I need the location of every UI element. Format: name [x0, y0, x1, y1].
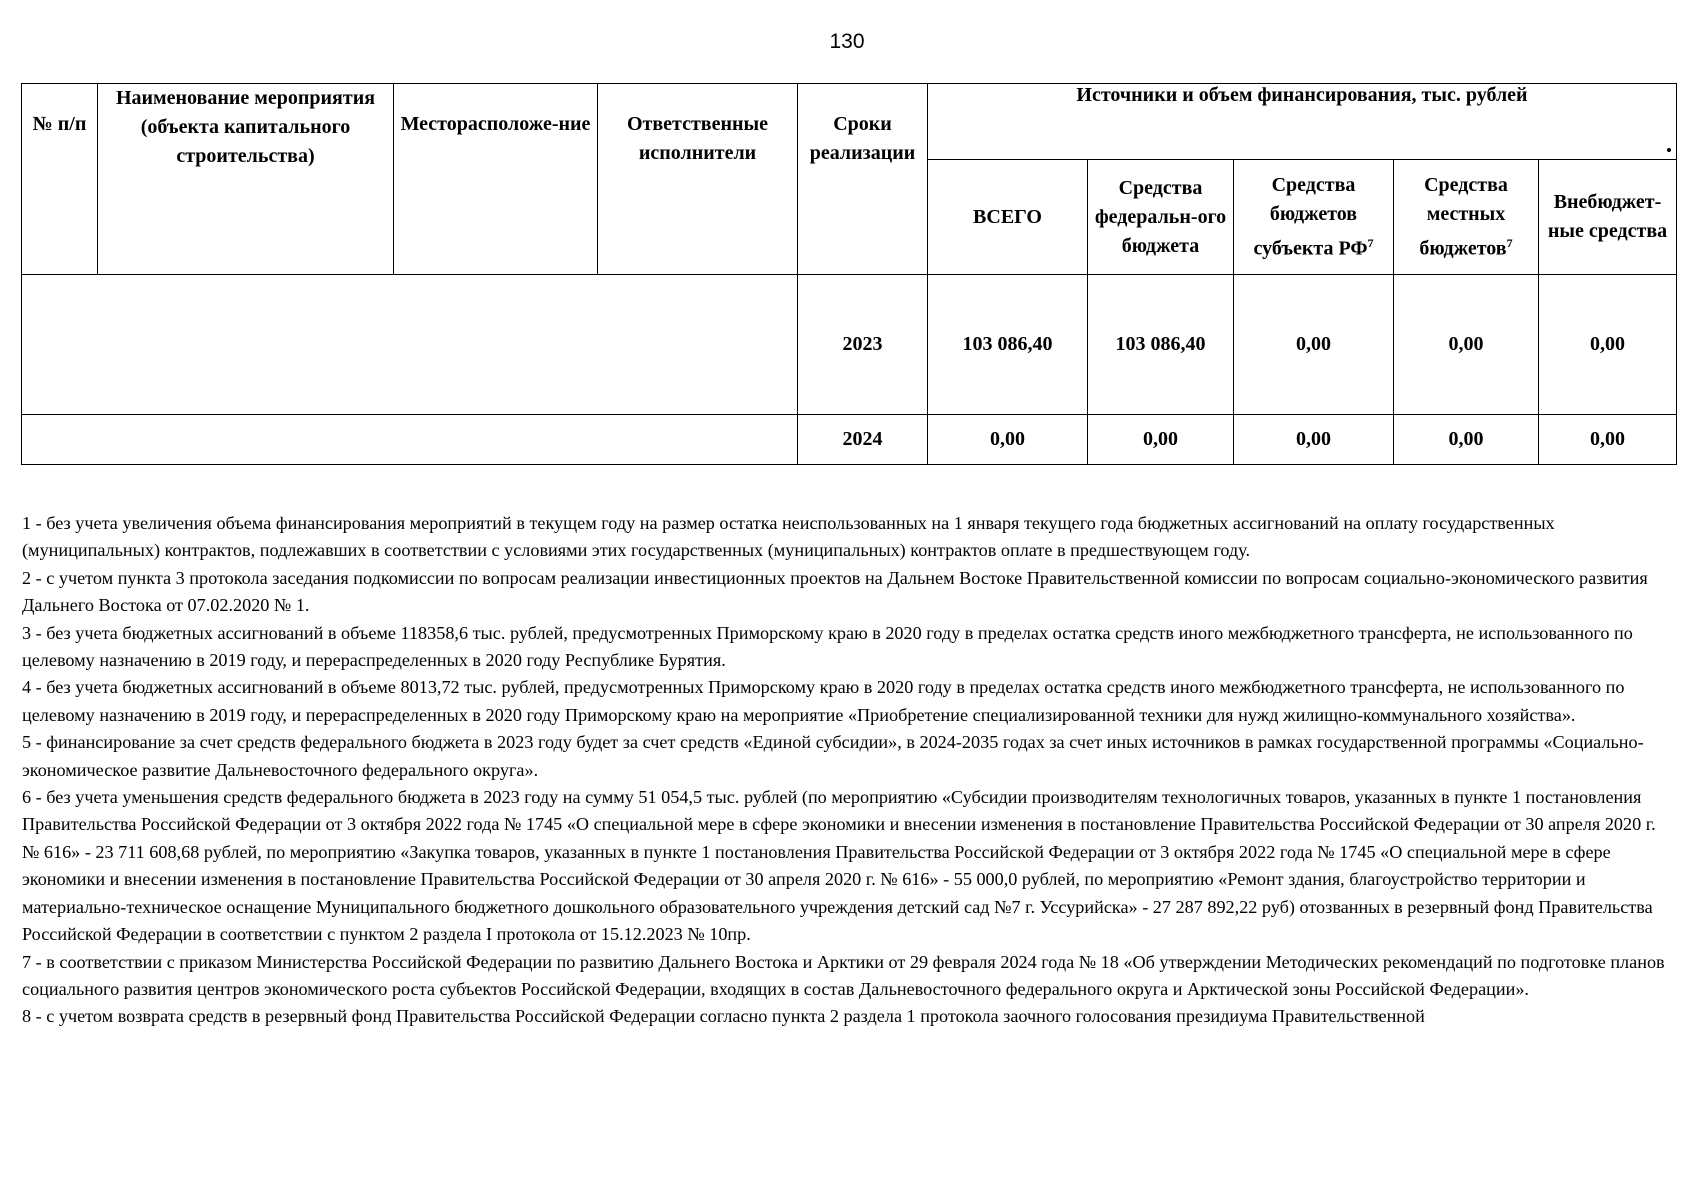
row-year: 2024	[798, 415, 928, 465]
row-extra: 0,00	[1539, 415, 1677, 465]
footnotes	[22, 510, 1672, 1031]
table-row	[22, 275, 1677, 415]
financing-table	[21, 83, 1677, 465]
header-regional-label: Средства бюджетов субъекта РФ	[1253, 173, 1368, 260]
header-sources: Источники и объем финансирования, тыс. рублей	[928, 84, 1677, 160]
page-number: 130	[829, 30, 865, 53]
merged-empty-cell	[22, 415, 798, 465]
footnote: 4 - без учета бюджетных ассигнований в объеме 8013,72 тыс. рублей, предусмотренных Приморскому краю в 2020 году в пределах остатка средств иного межбюджетного трансферта, не использованного по целевому назначению в 2019 году, и перераспределенных в 2020 году Приморскому краю на мероприятие «Приобретение специализированной техники для нужд жилищно-коммунального хозяйства».	[22, 677, 1625, 725]
header-local-label: Средства местных бюджетов	[1419, 173, 1508, 260]
row-regional: 0,00	[1234, 275, 1394, 415]
row-total: 0,00	[928, 415, 1088, 465]
header-num: № п/п	[22, 84, 98, 275]
row-year: 2023	[798, 275, 928, 415]
header-location: Месторасположе-ние	[394, 84, 598, 275]
row-regional: 0,00	[1234, 415, 1394, 465]
footnote: 1 - без учета увеличения объема финансирования мероприятий в текущем году на размер остатка неиспользованных на 1 января текущего года бюджетных ассигнований на оплату государственных (муниципальных) контрактов, подлежавших в соответствии с условиями этих государственных (муниципальных) контрактов оплате в предшествующем году.	[22, 513, 1555, 561]
header-regional	[1234, 160, 1394, 275]
header-extra: Внебюджет-ные средства	[1539, 160, 1677, 275]
footnote: 5 - финансирование за счет средств федерального бюджета в 2023 году будет за счет средств «Единой субсидии», в 2024-2035 годах за счет иных источников в рамках государственной программы «Социально-экономическое развитие Дальневосточного федерального округа».	[22, 732, 1644, 780]
row-local: 0,00	[1394, 275, 1539, 415]
footnote: 6 - без учета уменьшения средств федерального бюджета в 2023 году на сумму 51 054,5 тыс. рублей (по мероприятию «Субсидии производителям технологичных товаров, указанных в пункте 1 постановления Правительства Российской Федерации от 3 октября 2022 года № 1745 «О специальной мере в сфере экономики и внесении изменения в постановление Правительства Российской Федерации от 30 апреля 2020 г. № 616» - 23 711 608,68 рублей, по мероприятию «Закупка товаров, указанных в пункте 1 постановления Правительства Российской Федерации от 3 октября 2022 года № 1745 «О специальной мере в сфере экономики и внесении изменения в постановление Правительства Российской Федерации от 30 апреля 2020 г. № 616» - 55 000,0 рублей, по мероприятию «Ремонт здания, благоустройство территории и материально-техническое оснащение Муниципального бюджетного дошкольного образовательного учреждения детский сад №7 г. Уссурийска» - 27 287 892,22 руб) отозванных в резервный фонд Правительства Российской Федерации в соответствии с пунктом 2 раздела I протокола от 15.12.2023 № 10пр.	[22, 787, 1656, 945]
merged-empty-cell	[22, 275, 798, 415]
header-regional-sup: 7	[1367, 235, 1374, 250]
scan-mark	[1667, 148, 1671, 152]
footnote: 2 - с учетом пункта 3 протокола заседания подкомиссии по вопросам реализации инвестиционных проектов на Дальнем Востоке Правительственной комиссии по вопросам социально-экономического развития Дальнего Востока от 07.02.2020 № 1.	[22, 567, 1648, 616]
footnote: 7 - в соответствии с приказом Министерства Российской Федерации по развитию Дальнего Востока и Арктики от 29 февраля 2024 года № 18 «Об утверждении Методических рекомендаций по подготовке планов социального развития центров экономического роста субъектов Российской Федерации, входящих в состав Дальневосточного федерального округа и Арктической зоны Российской Федерации».	[22, 951, 1665, 999]
header-executors: Ответственные исполнители	[598, 84, 798, 275]
header-name: Наименование мероприятия (объекта капитального строительства)	[98, 84, 394, 275]
row-total: 103 086,40	[928, 275, 1088, 415]
row-federal: 103 086,40	[1088, 275, 1234, 415]
header-total: ВСЕГО	[928, 160, 1088, 275]
table-row	[22, 415, 1677, 465]
row-federal: 0,00	[1088, 415, 1234, 465]
header-terms: Сроки реализации	[798, 84, 928, 275]
footnote: 3 - без учета бюджетных ассигнований в объеме 118358,6 тыс. рублей, предусмотренных Приморскому краю в 2020 году в пределах остатка средств иного межбюджетного трансферта, не использованного по целевому назначению в 2019 году, и перераспределенных в 2020 году Республике Бурятия.	[22, 622, 1633, 671]
header-local	[1394, 160, 1539, 275]
row-extra: 0,00	[1539, 275, 1677, 415]
row-local: 0,00	[1394, 415, 1539, 465]
footnote: 8 - с учетом возврата средств в резервный фонд Правительства Российской Федерации согласно пункта 2 раздела 1 протокола заочного голосования президиума Правительственной	[22, 1006, 1425, 1027]
header-local-sup: 7	[1506, 235, 1513, 250]
header-federal: Средства федеральн-ого бюджета	[1088, 160, 1234, 275]
